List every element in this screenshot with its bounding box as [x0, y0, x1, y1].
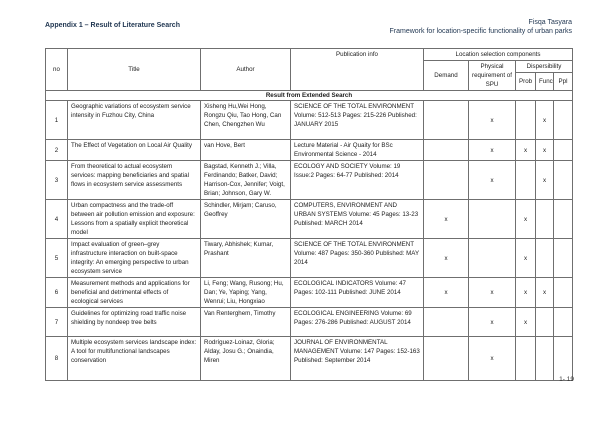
cell-ppl-mark	[554, 308, 573, 337]
cell-publication: ECOLOGICAL INDICATORS Volume: 47 Pages: 102-111 Published: JUNE 2014	[291, 278, 424, 308]
cell-no: 8	[46, 337, 68, 381]
cell-publication: COMPUTERS, ENVIRONMENT AND URBAN SYSTEMS Volume: 45 Pages: 13-23 Published: MARCH 2014	[291, 200, 424, 239]
cell-publication: ECOLOGICAL ENGINEERING Volume: 69 Pages: 276-286 Published: AUGUST 2014	[291, 308, 424, 337]
cell-title: Multiple ecosystem services landscape index: A tool for multifunctional landscapes conservation	[68, 337, 201, 381]
cell-physical-mark: x	[469, 140, 516, 161]
cell-prob-mark: x	[516, 140, 536, 161]
document-subtitle: Framework for location-specific functionality of urban parks	[389, 28, 572, 35]
cell-author: Schindler, Mirjam; Caruso, Geoffrey	[201, 200, 291, 239]
cell-no: 5	[46, 239, 68, 278]
cell-author: Xisheng Hu,Wei Hong, Rongzu Qiu, Tao Hong, Can Chen, Chengzhen Wu	[201, 101, 291, 140]
cell-title: Impact evaluation of green–grey infrastructure interaction on built-space integrity: An emerging perspective to urban ecosystem service	[68, 239, 201, 278]
cell-physical-mark	[469, 200, 516, 239]
table-row	[46, 101, 573, 140]
cell-ppl-mark	[554, 161, 573, 200]
cell-title: The Effect of Vegetation on Local Air Quality	[68, 140, 201, 161]
col-header-no: no	[46, 49, 68, 91]
cell-prob-mark: x	[516, 200, 536, 239]
cell-demand-mark	[424, 101, 469, 140]
cell-demand-mark: x	[424, 200, 469, 239]
section-header-row	[46, 91, 573, 101]
appendix-title: Appendix 1 – Result of Literature Search	[45, 22, 180, 29]
cell-func-mark	[536, 200, 554, 239]
cell-physical-mark: x	[469, 161, 516, 200]
cell-title: Urban compactness and the trade-off between air pollution emission and exposure: Lessons from a spatially explicit theoretical model	[68, 200, 201, 239]
table-row	[46, 308, 573, 337]
cell-physical-mark: x	[469, 308, 516, 337]
cell-no: 7	[46, 308, 68, 337]
cell-publication: ECOLOGY AND SOCIETY Volume: 19 Issue:2 Pages: 64-77 Published: 2014	[291, 161, 424, 200]
cell-publication: Lecture Material - Air Quaity for BSc Environmental Science - 2014	[291, 140, 424, 161]
cell-title: Guidelines for optimizing road traffic noise shielding by nondeep tree belts	[68, 308, 201, 337]
cell-no: 3	[46, 161, 68, 200]
cell-func-mark	[536, 239, 554, 278]
cell-func-mark: x	[536, 140, 554, 161]
col-group-dispersibility: Dispersibility	[516, 61, 573, 73]
cell-author: Rodríguez-Loinaz, Gloria; Alday, Josu G.; Onaindia, Miren	[201, 337, 291, 381]
cell-ppl-mark	[554, 239, 573, 278]
cell-demand-mark: x	[424, 278, 469, 308]
cell-author: van Hove, Bert	[201, 140, 291, 161]
col-header-func: Func	[536, 73, 554, 91]
cell-prob-mark: x	[516, 308, 536, 337]
cell-ppl-mark	[554, 278, 573, 308]
cell-func-mark: x	[536, 161, 554, 200]
table-row	[46, 278, 573, 308]
cell-title: From theoretical to actual ecosystem services: mapping beneficiaries and spatial flows in ecosystem service assessments	[68, 161, 201, 200]
section-header-label: Result from Extended Search	[46, 91, 573, 101]
cell-publication: SCIENCE OF THE TOTAL ENVIRONMENT Volume: 487 Pages: 350-360 Published: MAY 2014	[291, 239, 424, 278]
col-header-title: Title	[68, 49, 201, 91]
cell-demand-mark	[424, 140, 469, 161]
table-row	[46, 161, 573, 200]
cell-no: 4	[46, 200, 68, 239]
cell-func-mark: x	[536, 278, 554, 308]
cell-author: Li, Feng; Wang, Rusong; Hu, Dan; Ye, Yaping; Yang, Wenrui; Liu, Hongxiao	[201, 278, 291, 308]
cell-publication: SCIENCE OF THE TOTAL ENVIRONMENT Volume: 512-513 Pages: 215-226 Published: JANUARY 2015	[291, 101, 424, 140]
cell-prob-mark	[516, 161, 536, 200]
cell-ppl-mark	[554, 140, 573, 161]
cell-demand-mark	[424, 337, 469, 381]
author-name: Fisqa Tasyara	[528, 19, 572, 26]
cell-no: 6	[46, 278, 68, 308]
cell-prob-mark: x	[516, 278, 536, 308]
col-header-ppl: Ppl	[554, 73, 573, 91]
table-row	[46, 140, 573, 161]
page-header	[45, 18, 572, 36]
cell-demand-mark	[424, 308, 469, 337]
cell-func-mark	[536, 337, 554, 381]
cell-prob-mark	[516, 337, 536, 381]
cell-title: Measurement methods and applications for beneficial and detrimental effects of ecological services	[68, 278, 201, 308]
col-header-demand: Demand	[424, 61, 469, 91]
cell-no: 2	[46, 140, 68, 161]
cell-title: Geographic variations of ecosystem service intensity in Fuzhou City, China	[68, 101, 201, 140]
col-header-author: Author	[201, 49, 291, 91]
cell-demand-mark: x	[424, 239, 469, 278]
table-row	[46, 200, 573, 239]
page-number: 1- 19	[559, 376, 574, 383]
cell-physical-mark: x	[469, 101, 516, 140]
table-row	[46, 337, 573, 381]
cell-no: 1	[46, 101, 68, 140]
table-header	[46, 49, 573, 91]
cell-publication: JOURNAL OF ENVIRONMENTAL MANAGEMENT Volume: 147 Pages: 152-163 Published: September 2014	[291, 337, 424, 381]
cell-ppl-mark	[554, 200, 573, 239]
cell-author: Van Renterghem, Timothy	[201, 308, 291, 337]
cell-func-mark	[536, 308, 554, 337]
cell-func-mark: x	[536, 101, 554, 140]
header-right-block	[390, 18, 572, 36]
cell-prob-mark	[516, 101, 536, 140]
table-row	[46, 239, 573, 278]
col-group-location-components: Location selection components	[424, 49, 573, 61]
col-header-physical-requirement: Physical requirement of SPU	[469, 61, 516, 91]
cell-prob-mark: x	[516, 239, 536, 278]
col-header-publication: Publication info	[291, 49, 424, 91]
cell-physical-mark	[469, 239, 516, 278]
cell-physical-mark: x	[469, 337, 516, 381]
table-body	[46, 101, 573, 381]
cell-ppl-mark	[554, 337, 573, 381]
cell-ppl-mark	[554, 101, 573, 140]
literature-table	[45, 48, 573, 381]
cell-author: Tiwary, Abhishek; Kumar, Prashant	[201, 239, 291, 278]
cell-physical-mark: x	[469, 278, 516, 308]
cell-demand-mark	[424, 161, 469, 200]
cell-author: Bagstad, Kenneth J.; Villa, Ferdinando; Batker, David; Harrison-Cox, Jennifer; Voigt, Brian; Johnson, Gary W.	[201, 161, 291, 200]
col-header-prob: Prob	[516, 73, 536, 91]
